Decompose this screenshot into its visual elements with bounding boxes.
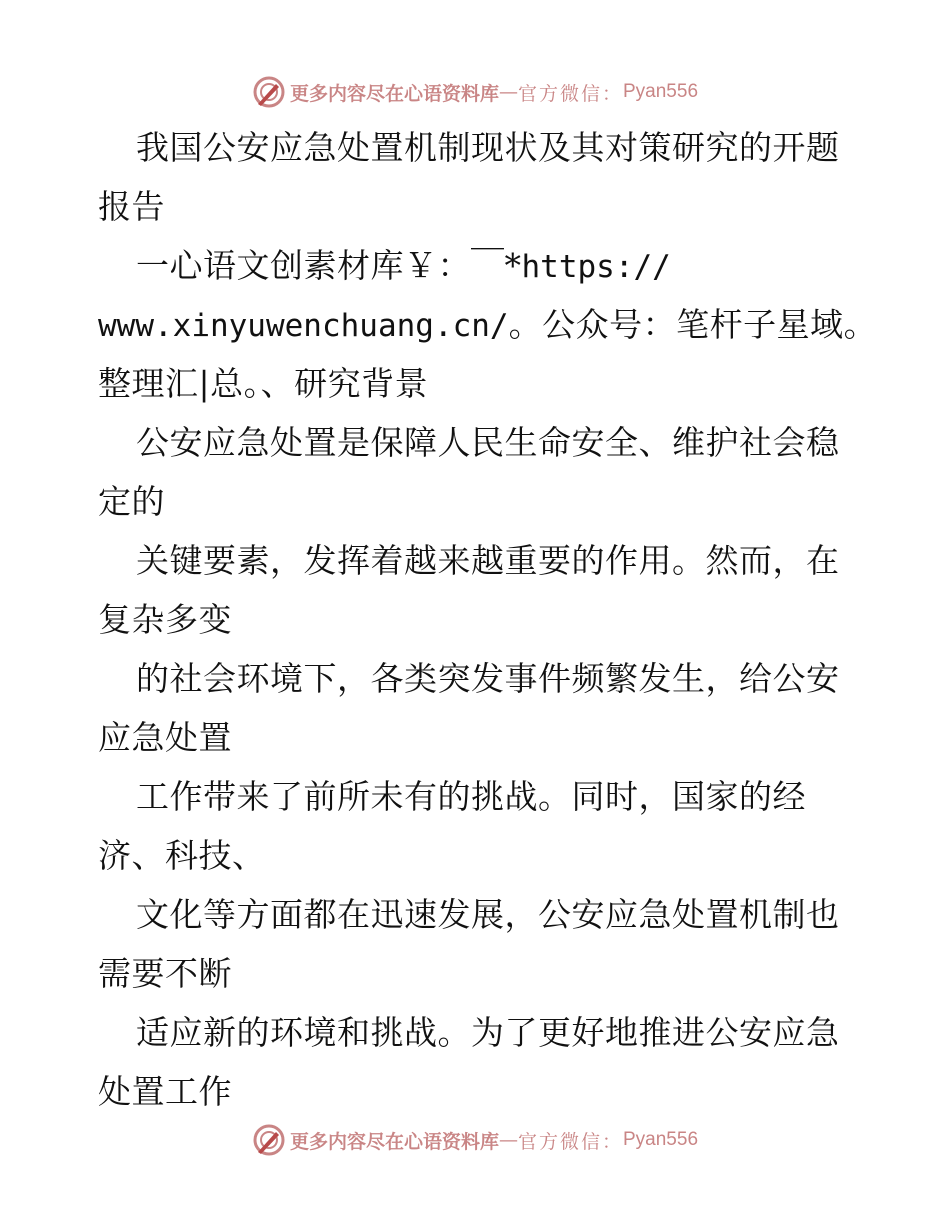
paragraph-line: 复杂多变 [98, 600, 232, 639]
banner-library-text: 更多内容尽在心语资料库 [289, 1130, 499, 1153]
source-url-part-1: https:// [521, 249, 671, 285]
paragraph-line: 需要不断 [98, 954, 232, 993]
paragraph-line: 的社会环境下，各类突发事件频繁发生，给公安 [136, 659, 840, 698]
paragraph-line: 应急处置 [98, 718, 232, 757]
document-title-line-1: 我国公安应急处置机制现状及其对策研究的开题 [136, 128, 840, 167]
paragraph-line: 关键要素，发挥着越来越重要的作用。然而，在 [136, 541, 840, 580]
header-banner [0, 72, 950, 112]
paragraph-line: 公安应急处置是保障人民生命安全、维护社会稳 [136, 423, 840, 462]
banner-wechat-id: Pyan556 [623, 81, 699, 102]
banner-wechat-id: Pyan556 [623, 1129, 699, 1150]
banner-dash: — [498, 81, 518, 103]
paragraph-line: 文化等方面都在迅速发展，公安应急处置机制也 [136, 895, 840, 934]
source-url-part-2: www.xinyuwenchuang.cn/ [98, 308, 509, 344]
banner-library-text: 更多内容尽在心语资料库 [289, 82, 499, 105]
document-body [98, 118, 878, 1121]
banner-wechat-label: 官方微信： [517, 82, 623, 105]
paragraph-line: 定的 [98, 482, 165, 521]
paragraph-line: 工作带来了前所未有的挑战。同时，国家的经 [136, 777, 806, 816]
source-prefix: 一心语文创素材库￥：￣* [136, 246, 522, 285]
document-title-line-2: 报告 [98, 187, 165, 226]
paragraph-line: 处置工作 [98, 1072, 232, 1111]
paragraph-line: 济、科技、 [98, 836, 266, 875]
section-heading-line: 整理汇|总。、研究背景 [98, 364, 429, 403]
source-rest: 。公众号：笔杆子星域。 [508, 305, 878, 344]
quill-circle-icon [252, 75, 286, 109]
banner-wechat-label: 官方微信： [517, 1130, 623, 1153]
quill-circle-icon [252, 1123, 286, 1157]
source-line-1 [98, 236, 858, 295]
footer-banner [0, 1120, 950, 1160]
source-line-2 [98, 295, 878, 354]
paragraph-line: 适应新的环境和挑战。为了更好地推进公安应急 [136, 1013, 840, 1052]
banner-dash: — [498, 1129, 518, 1151]
